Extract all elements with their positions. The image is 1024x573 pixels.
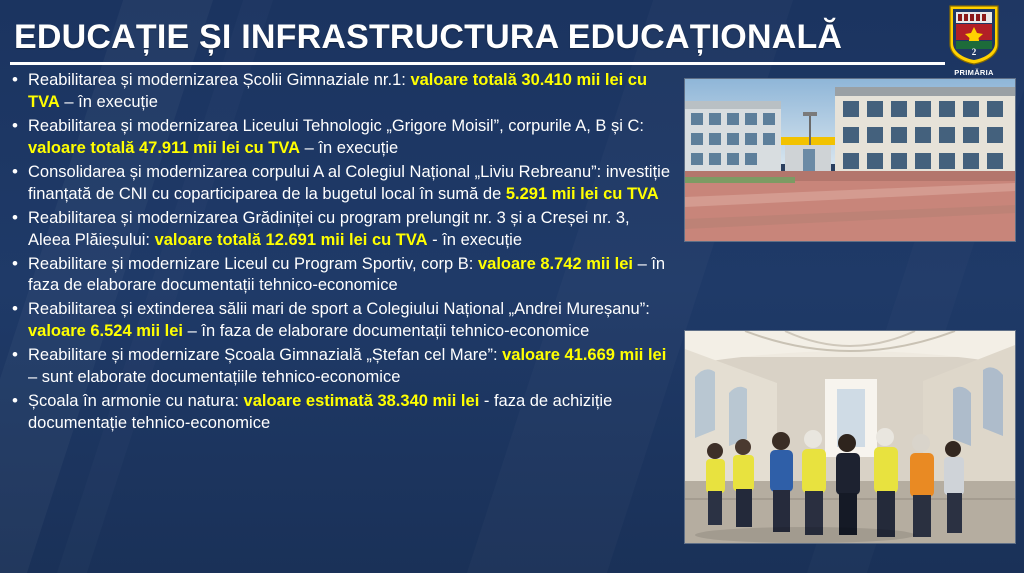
highlighted-value: valoare totală 30.410 mii lei cu TVA	[28, 71, 648, 111]
bullet-text: Reabilitarea și extinderea sălii mari de sport a Colegiului Național „Andrei Mureșanu”:	[28, 300, 650, 319]
list-item	[10, 70, 670, 114]
highlighted-value: valoare totală 12.691 mii lei cu TVA	[154, 230, 428, 249]
highlighted-value: valoare estimată 38.340 mii lei	[243, 392, 480, 411]
list-item	[10, 254, 670, 298]
bullet-text: Școala în armonie cu natura:	[28, 392, 244, 411]
logo-line-1: PRIMĂRIA	[954, 68, 994, 77]
bullet-list-container	[10, 70, 670, 437]
bullet-text: – în execuție	[300, 138, 399, 157]
bullet-text: - în execuție	[427, 230, 523, 249]
list-item	[10, 391, 670, 435]
bullet-text: Reabilitarea și modernizarea Școlii Gimnaziale nr.1:	[28, 71, 411, 89]
list-item	[10, 116, 670, 160]
title-divider	[10, 62, 945, 65]
slide-title-area	[0, 8, 950, 66]
list-item	[10, 208, 670, 252]
highlighted-value: valoare totală 47.911 mii lei cu TVA	[28, 138, 301, 157]
highlighted-value: 5.291 mii lei cu TVA	[505, 184, 659, 203]
bullet-text: Reabilitare și modernizare Liceul cu Program Sportiv, corp B:	[28, 254, 478, 273]
coat-of-arms-icon	[947, 4, 1001, 66]
highlighted-value: valoare 6.524 mii lei	[28, 322, 184, 341]
bullet-text: Reabilitare și modernizare Școala Gimnazială „Ștefan cel Mare”:	[28, 346, 503, 365]
construction-site-visit-photo	[684, 330, 1016, 544]
school-building-photo	[684, 78, 1016, 242]
bullet-text: Consolidarea și modernizarea corpului A al Colegiul Național „Liviu Rebreanu”: investiție finanțată de CNI cu coparticiparea de la bugetul local în sumă de	[28, 162, 671, 203]
svg-text:2: 2	[971, 47, 977, 57]
bullet-text: – în faza de elaborare documentații tehnico-economice	[28, 254, 666, 295]
list-item	[10, 162, 670, 206]
bullet-text: – în execuție	[59, 92, 158, 111]
bullet-text: – sunt elaborate documentațiile tehnico-economice	[28, 368, 401, 387]
bullet-text: - faza de achiziție documentație tehnico-economice	[28, 392, 613, 433]
bullet-text: Reabilitarea și modernizarea Grădiniței cu program prelungit nr. 3 și a Creșei nr. 3, Aleea Plăieșului:	[28, 208, 630, 249]
bullet-list	[10, 70, 670, 435]
bullet-text: – în faza de elaborare documentații tehnico-economice	[183, 322, 590, 341]
bullet-text: Reabilitarea și modernizarea Liceului Tehnologic „Grigore Moisil”, corpurile A, B și C:	[28, 116, 644, 135]
highlighted-value: valoare 8.742 mii lei	[477, 254, 633, 273]
list-item	[10, 299, 670, 343]
highlighted-value: valoare 41.669 mii lei	[502, 346, 667, 365]
list-item	[10, 345, 670, 389]
page-title: EDUCAȚIE ȘI INFRASTRUCTURA EDUCAȚIONALĂ	[14, 17, 843, 56]
